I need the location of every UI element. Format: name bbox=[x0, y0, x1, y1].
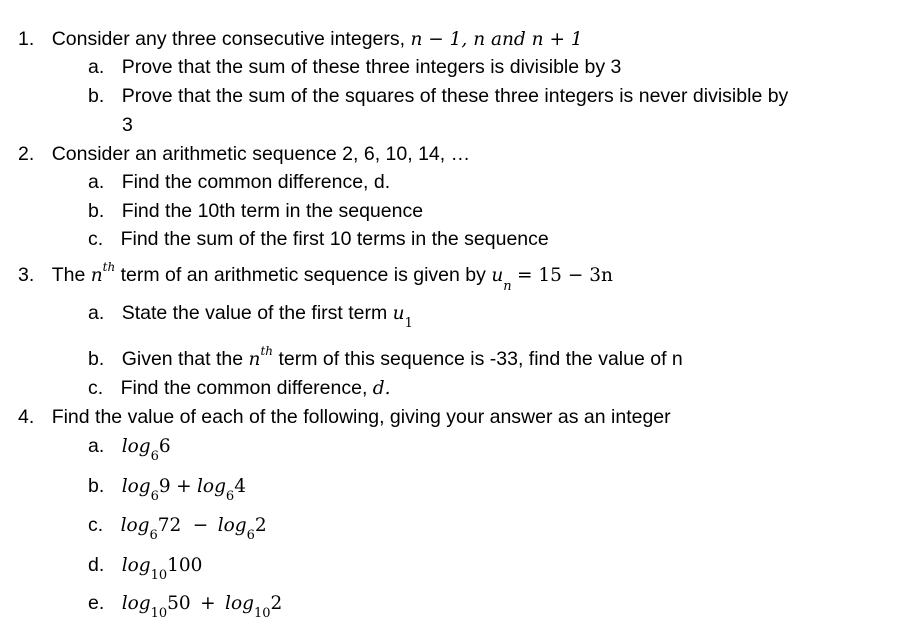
q4e-log2: log bbox=[225, 593, 254, 614]
q3-line bbox=[18, 260, 613, 294]
q1a-label: a. bbox=[88, 56, 105, 78]
q3a-u: u bbox=[392, 303, 405, 324]
q2b-text: Find the 10th term in the sequence bbox=[121, 200, 424, 222]
q4c-log2: log bbox=[217, 515, 247, 536]
q3b-text-post: term of this sequence is -33, find the value of n bbox=[278, 348, 683, 370]
q3-n: n bbox=[90, 265, 103, 286]
q4e-base1: 10 bbox=[150, 606, 168, 621]
q2c-text: Find the sum of the first 10 terms in the sequence bbox=[120, 228, 549, 250]
q4e-label: e. bbox=[88, 592, 105, 614]
q2-number: 2. bbox=[18, 143, 35, 165]
q4e-arg1: 50 bbox=[167, 593, 191, 614]
q4a-arg: 6 bbox=[158, 436, 171, 457]
q4-number: 4. bbox=[18, 406, 35, 428]
q2-text: Consider an arithmetic sequence 2, 6, 10, 14, … bbox=[51, 143, 471, 165]
q4b-arg1: 9 bbox=[158, 476, 171, 497]
q4e-log1: log bbox=[121, 593, 151, 614]
q3b-line bbox=[88, 344, 683, 370]
q4c-op: − bbox=[192, 515, 209, 536]
q1b-line bbox=[88, 87, 788, 107]
q2a-text: Find the common difference, d. bbox=[121, 171, 391, 193]
q2b-label: b. bbox=[88, 200, 105, 222]
q3a-text: State the value of the first term bbox=[121, 302, 388, 324]
q4e-base2: 10 bbox=[253, 606, 271, 621]
q3-number: 3. bbox=[18, 264, 35, 286]
q4a-base: 6 bbox=[150, 449, 159, 464]
q1b-text: Prove that the sum of the squares of these three integers is never divisible by bbox=[121, 85, 789, 107]
q4b-log2: log bbox=[197, 476, 226, 497]
q3b-th: th bbox=[260, 344, 274, 358]
q4b-log1: log bbox=[121, 476, 151, 497]
q3a-sub: 1 bbox=[404, 316, 413, 331]
q2a-line bbox=[88, 173, 390, 193]
q3a-label: a. bbox=[88, 302, 105, 324]
q3c-text: Find the common difference, bbox=[120, 377, 368, 399]
q4c-arg1: 72 bbox=[157, 515, 182, 536]
q3a-line bbox=[88, 302, 413, 331]
q4d-log: log bbox=[121, 555, 151, 576]
q4e-arg2: 2 bbox=[270, 593, 283, 614]
q4b-label: b. bbox=[88, 475, 105, 497]
q1-number: 1. bbox=[18, 28, 35, 50]
q3-th: th bbox=[102, 260, 116, 274]
q4a-label: a. bbox=[88, 435, 105, 457]
q4-line bbox=[18, 408, 671, 428]
q1b-label: b. bbox=[88, 85, 105, 107]
q4d-arg: 100 bbox=[167, 555, 203, 576]
q4b-base2: 6 bbox=[225, 489, 235, 504]
q3b-label: b. bbox=[88, 348, 105, 370]
q3c-d: d. bbox=[372, 378, 391, 399]
q4e-line bbox=[88, 592, 283, 621]
q1a-text: Prove that the sum of these three integers is divisible by 3 bbox=[121, 56, 622, 78]
q4c-label: c. bbox=[88, 514, 104, 536]
q3c-label: c. bbox=[88, 377, 104, 399]
q2a-label: a. bbox=[88, 171, 105, 193]
q1a-line bbox=[88, 58, 621, 78]
q3b-n: n bbox=[248, 349, 261, 370]
q2b-line bbox=[88, 202, 423, 222]
q3b-text-pre: Given that the bbox=[121, 348, 244, 370]
q4c-base2: 6 bbox=[246, 528, 255, 543]
q4a-line bbox=[88, 435, 171, 464]
q4e-op: + bbox=[200, 593, 216, 614]
q1b-continuation: 3 bbox=[122, 114, 133, 136]
q2c-label: c. bbox=[88, 228, 104, 250]
q4b-base1: 6 bbox=[150, 489, 159, 504]
q3-u: u bbox=[491, 265, 504, 286]
q4-text: Find the value of each of the following, giving your answer as an integer bbox=[51, 406, 671, 428]
q1-text: Consider any three consecutive integers, bbox=[51, 28, 406, 50]
q3-text-mid: term of an arithmetic sequence is given by bbox=[120, 264, 486, 286]
q4b-arg2: 4 bbox=[234, 476, 246, 497]
q4b-op: + bbox=[176, 476, 192, 497]
q4c-log1: log bbox=[120, 515, 150, 536]
q4a-log: log bbox=[121, 436, 151, 457]
q3c-line bbox=[88, 379, 391, 399]
q4d-label: d. bbox=[88, 554, 105, 576]
q3-u-sub: n bbox=[503, 279, 512, 294]
q4c-line bbox=[88, 514, 267, 543]
q4d-base: 10 bbox=[150, 568, 168, 583]
q3-formula: = 15 − 3n bbox=[517, 265, 613, 286]
q2-line bbox=[18, 145, 470, 165]
q1-math: n − 1, n and n + 1 bbox=[410, 29, 583, 50]
q1-line bbox=[18, 30, 583, 50]
q4b-line bbox=[88, 475, 246, 504]
q3-text-pre: The bbox=[51, 264, 86, 286]
q2c-line bbox=[88, 230, 549, 250]
q4d-line bbox=[88, 554, 203, 583]
q4c-base1: 6 bbox=[149, 528, 158, 543]
q4c-arg2: 2 bbox=[254, 515, 267, 536]
